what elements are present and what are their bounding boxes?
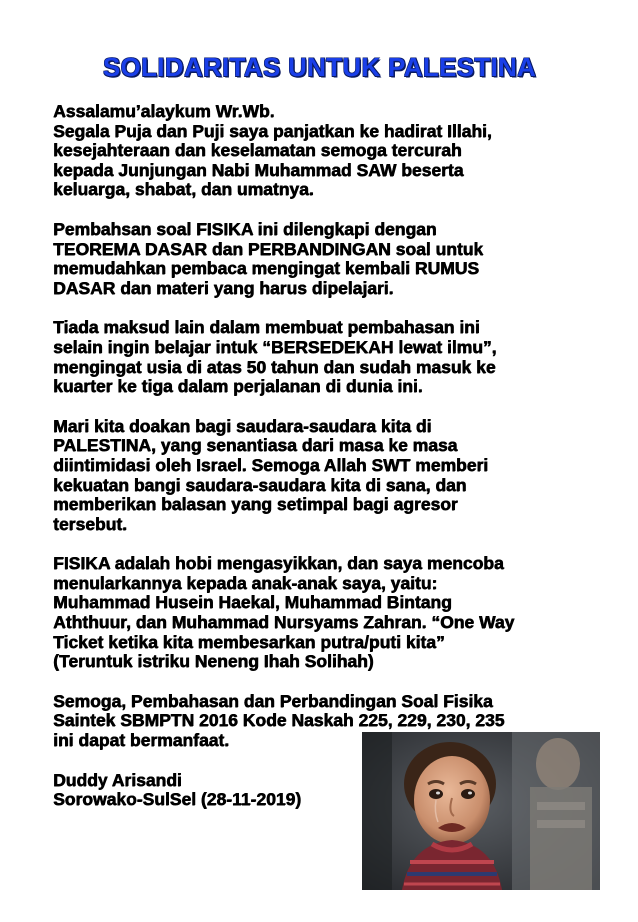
text-line: Segala Puja dan Puji saya panjatkan ke hadirat Illahi,	[53, 120, 492, 141]
prayer-paragraph	[53, 417, 593, 535]
intro-paragraph	[53, 220, 593, 298]
text-line: keluarga, shabat, dan umatnya.	[53, 179, 314, 200]
text-line: menularkannya kepada anak-anak saya, yaitu:	[53, 572, 438, 593]
text-line: memberikan balasan yang setimpal bagi agresor	[53, 494, 458, 515]
text-line: Tiada maksud lain dalam membuat pembahasan ini	[53, 317, 480, 338]
text-line: kepada Junjungan Nabi Muhammad SAW beserta	[53, 159, 464, 180]
text-line: FISIKA adalah hobi mengasyikkan, dan saya mencoba	[53, 553, 504, 574]
text-line: mengingat usia di atas 50 tahun dan sudah masuk ke	[53, 356, 496, 377]
text-line: PALESTINA, yang senantiasa dari masa ke masa	[53, 435, 458, 456]
child-photo-illustration	[362, 732, 600, 890]
text-line: tersebut.	[53, 513, 127, 534]
purpose-paragraph	[53, 318, 593, 396]
text-line: ini dapat bermanfaat.	[53, 730, 230, 751]
text-line: DASAR dan materi yang harus dipelajari.	[53, 277, 394, 298]
text-line: selain ingin belajar intuk “BERSEDEKAH lewat ilmu”,	[53, 336, 497, 357]
text-line: TEOREMA DASAR dan PERBANDINGAN soal untuk	[53, 238, 484, 259]
child-photo	[362, 732, 600, 890]
text-line: kuarter ke tiga dalam perjalanan di dunia ini.	[53, 376, 423, 397]
text-line: (Teruntuk istriku Neneng Ihah Solihah)	[53, 651, 374, 672]
text-line: kekuatan bangi saudara-saudara kita di sana, dan	[53, 474, 467, 495]
greeting-paragraph	[53, 102, 593, 200]
text-line: Aththuur, dan Muhammad Nursyams Zahran. “One Way	[53, 612, 515, 633]
text-line: Ticket ketika kita membesarkan putra/puti kita”	[53, 631, 445, 652]
text-line: Saintek SBMPTN 2016 Kode Naskah 225, 229, 230, 235	[53, 710, 505, 731]
text-line: memudahkan pembaca mengingat kembali RUMUS	[53, 258, 479, 279]
text-line: Assalamu’alaykum Wr.Wb.	[53, 101, 275, 121]
text-line: kesejahteraan dan keselamatan semoga tercurah	[53, 140, 462, 161]
text-line: Pembahsan soal FISIKA ini dilengkapi dengan	[53, 218, 437, 239]
page-title: SOLIDARITAS UNTUK PALESTINA	[102, 52, 537, 82]
signature-place-date: Sorowako-SulSel (28-11-2019)	[53, 789, 302, 810]
hobby-paragraph	[53, 554, 593, 672]
text-line: Muhammad Husein Haekal, Muhammad Bintang	[53, 592, 452, 613]
signature-name: Duddy Arisandi	[53, 769, 182, 790]
text-line: diintimidasi oleh Israel. Semoga Allah SWT memberi	[53, 454, 489, 475]
text-line: Semoga, Pembahasan dan Perbandingan Soal Fisika	[53, 690, 493, 711]
letter-body	[53, 102, 593, 810]
text-line: Mari kita doakan bagi saudara-saudara kita di	[53, 415, 432, 436]
